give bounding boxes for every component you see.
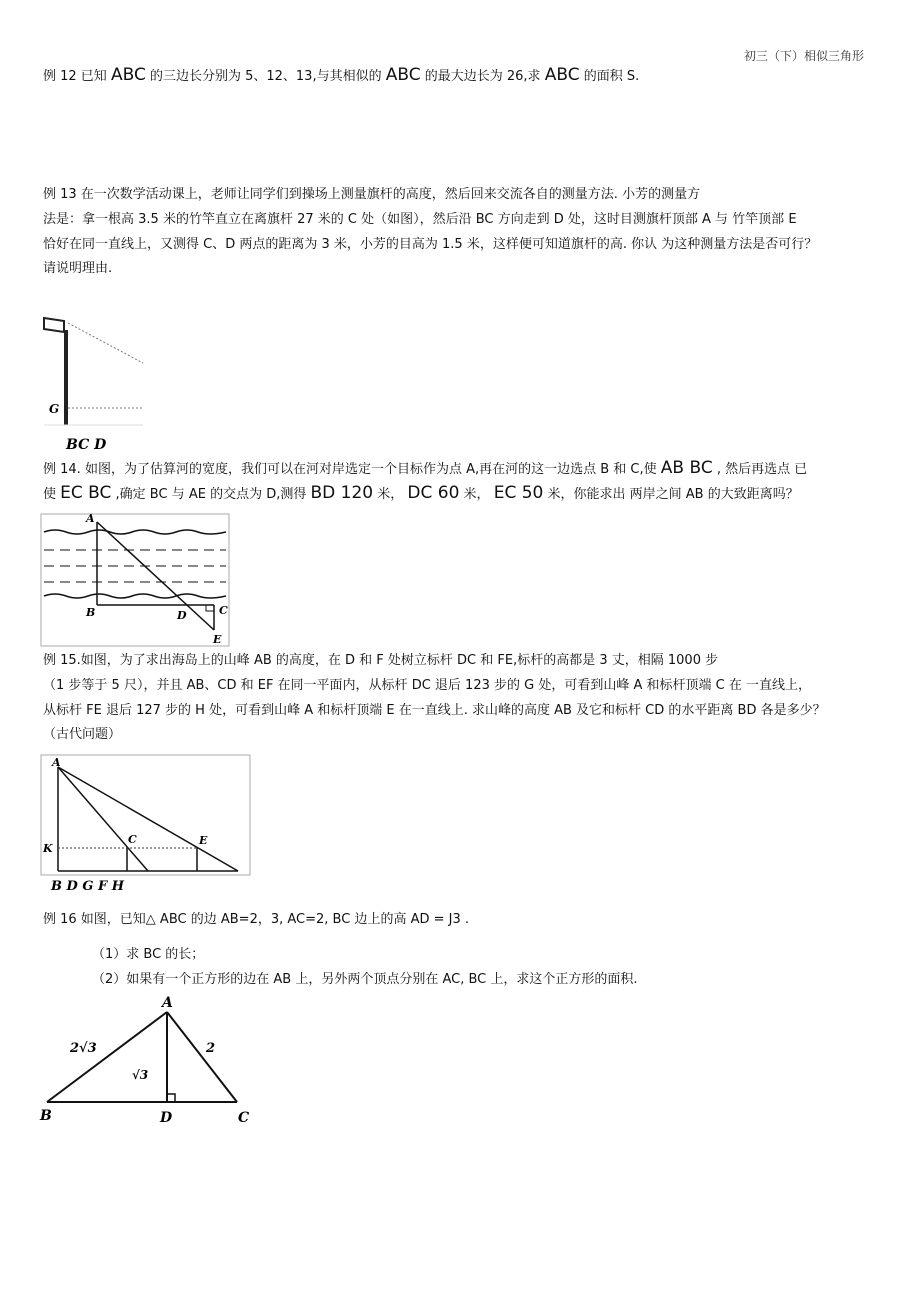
label-B: B	[86, 606, 96, 619]
label-C: C	[219, 604, 228, 617]
label-A: A	[86, 512, 95, 525]
ex14-text-2: , 然后再选点 已	[716, 462, 808, 477]
ex14-ec: EC 50	[493, 483, 544, 503]
ex16-question-1: （1）求 BC 的长；	[92, 947, 205, 962]
ex15-line-3: 从标杆 FE 退后 127 步的 H 处，可看到山峰 A 和标杆顶端 E 在一直线上. 求山峰的高度 AB 及它和标杆 CD 的水平距离 BD 各是多少？	[43, 703, 826, 718]
ex14-ec-bc: EC BC	[60, 483, 112, 503]
ex12-text-2: 的三边长分别为 5、12、13,与其相似的	[149, 69, 382, 84]
label-BDGFH: B D G F H	[51, 879, 124, 894]
ex12-abc-2: ABC	[385, 65, 421, 85]
ex12-text-3: 的最大边长为 26,求	[424, 69, 541, 84]
ex14-text-4: ,确定 BC 与 AE 的交点为 D,测得	[115, 487, 307, 502]
ex14-text-3: 使	[43, 487, 57, 502]
ex13-line-3: 恰好在同一直线上，又测得 C、D 两点的距离为 3 米，小芳的目高为 1.5 米，这样便可知道旗杆的高. 你认 为这种测量方法是否可行？	[43, 237, 818, 252]
ex14-bd: BD 120	[310, 483, 374, 503]
ex13-line-4: 请说明理由.	[43, 261, 113, 276]
label-BCD: BC D	[66, 437, 107, 453]
label-E: E	[213, 633, 222, 646]
label-G: G	[49, 402, 60, 416]
ex12-text-1: 例 12 已知	[43, 69, 107, 84]
ex16-line-1: 例 16 如图，已知△ ABC 的边 AB=2，3, AC=2, BC 边上的高 AD = J3 .	[43, 912, 470, 927]
ex16-question-2: （2）如果有一个正方形的边在 AB 上，另外两个顶点分别在 AC, BC 上，求这个正方形的面积.	[92, 972, 638, 987]
label-A: A	[162, 995, 173, 1011]
ex13-line-2: 法是：拿一根高 3.5 米的竹竿直立在离旗杆 27 米的 C 处（如图），然后沿 BC 方向走到 D 处，这时目测旗杆顶部 A 与 竹竿顶部 E	[43, 212, 797, 227]
label-K: K	[43, 842, 53, 855]
label-AD-length: √3	[132, 1068, 149, 1082]
label-AC-length: 2	[206, 1041, 216, 1056]
label-D: D	[177, 609, 187, 622]
label-AB-length: 2√3	[70, 1041, 97, 1056]
label-D: D	[160, 1110, 173, 1126]
ex14-text-1: 例 14. 如图，为了估算河的宽度，我们可以在河对岸选定一个目标作为点 A,再在河的这一边选点 B 和 C,使	[43, 462, 657, 477]
ex12-text-4: 的面积 S.	[583, 69, 640, 84]
ex15-line-1: 例 15.如图，为了求出海岛上的山峰 AB 的高度，在 D 和 F 处树立标杆 DC 和 FE,标杆的高都是 3 丈，相隔 1000 步	[43, 653, 719, 668]
label-C: C	[238, 1110, 250, 1126]
label-E: E	[199, 834, 208, 847]
ex12-abc-3: ABC	[544, 65, 580, 85]
ex14-text-7: 米，你能求出 两岸之间 AB 的大致距离吗？	[547, 487, 799, 502]
ex12-abc-1: ABC	[110, 65, 146, 85]
side-AC	[167, 1012, 237, 1102]
ex15-line-4: （古代问题）	[43, 727, 122, 742]
right-angle-D	[167, 1094, 175, 1102]
label-A: A	[52, 756, 61, 769]
side-AB	[47, 1012, 167, 1102]
ex14-text-5: 米，	[377, 487, 404, 502]
ex14-dc: DC 60	[407, 483, 460, 503]
ex13-line-1: 例 13 在一次数学活动课上，老师让同学们到操场上测量旗杆的高度，然后回来交流各自的测量方法. 小芳的测量方	[43, 187, 701, 202]
ex14-ab-bc: AB BC	[660, 458, 713, 478]
ex15-line-2: （1 步等于 5 尺），并且 AB、CD 和 EF 在同一平面内，从标杆 DC 退后 123 步的 G 处，可看到山峰 A 和标杆顶端 C 在 一直线上，	[43, 678, 811, 693]
label-B: B	[40, 1108, 52, 1124]
triangle-diagram	[39, 995, 249, 1126]
page-header: 初三（下）相似三角形	[743, 49, 864, 63]
label-C: C	[128, 833, 137, 846]
ex14-text-6: 米，	[463, 487, 490, 502]
